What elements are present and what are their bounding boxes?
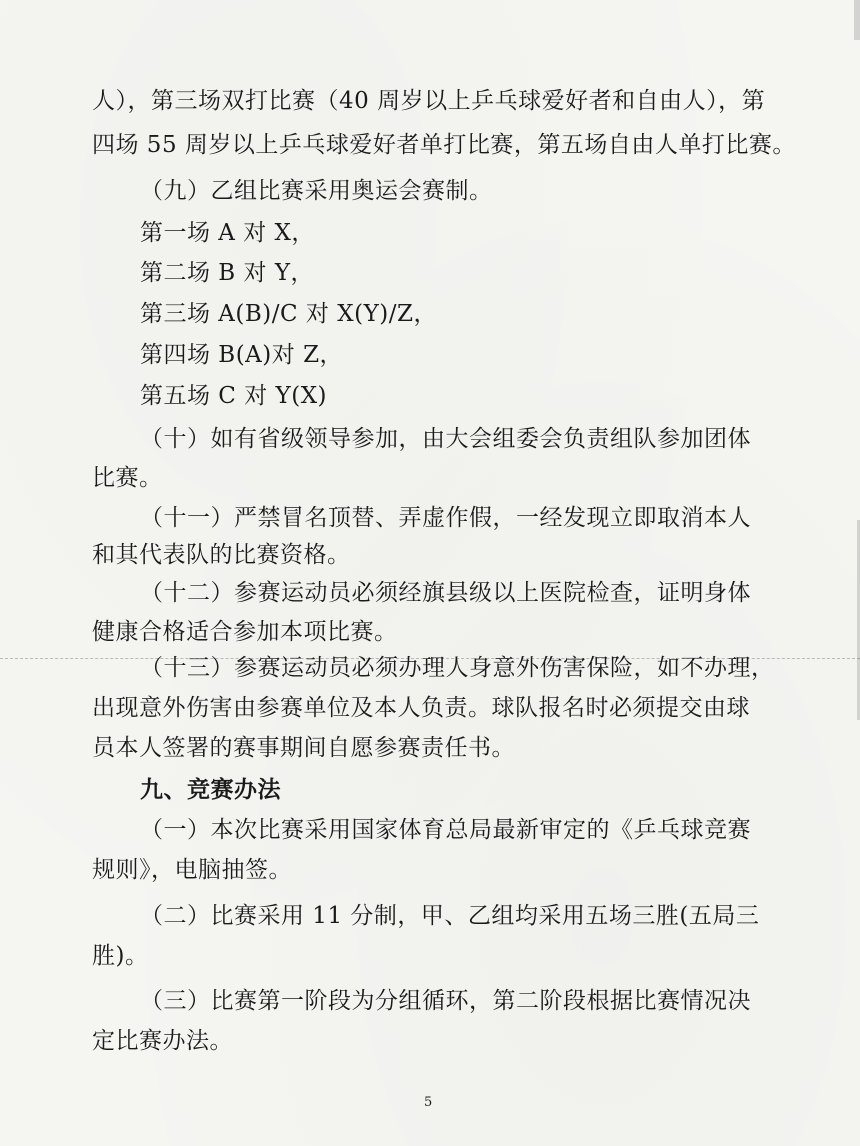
text-line: 四场 55 周岁以上乒乓球爱好者单打比赛，第五场自由人单打比赛。 — [92, 132, 796, 158]
text-line: 第三场 A(B)/C 对 X(Y)/Z， — [140, 301, 437, 327]
text-line: （十）如有省级领导参加，由大会组委会负责组队参加团体 — [140, 426, 751, 452]
text-line: 人），第三场双打比赛（40 周岁以上乒乓球爱好者和自由人），第 — [92, 88, 766, 114]
text-line: 第二场 B 对 Y， — [140, 260, 315, 286]
text-line: （十二）参赛运动员必须经旗县级以上医院检查，证明身体 — [140, 580, 751, 606]
text-line: 出现意外伤害由参赛单位及本人负责。球队报名时必须提交由球 — [92, 695, 750, 721]
text-line: 健康合格适合参加本项比赛。 — [92, 619, 398, 645]
section-heading: 九、竞赛办法 — [140, 777, 281, 803]
text-line: 和其代表队的比赛资格。 — [92, 542, 351, 568]
text-line: 第四场 B(A)对 Z， — [140, 342, 344, 368]
text-line: （十一）严禁冒名顶替、弄虚作假，一经发现立即取消本人 — [140, 505, 751, 531]
text-line: 定比赛办法。 — [92, 1028, 233, 1054]
text-line: 第一场 A 对 X， — [140, 220, 315, 246]
scan-edge-mark — [854, 0, 860, 40]
text-line: （二）比赛采用 11 分制，甲、乙组均采用五场三胜(五局三 — [140, 903, 760, 929]
page-number: 5 — [424, 1095, 433, 1110]
text-line: （十三）参赛运动员必须办理人身意外伤害保险，如不办理， — [140, 655, 775, 681]
text-line: （一）本次比赛采用国家体育总局最新审定的《乒乓球竞赛 — [140, 817, 751, 843]
text-line: （九）乙组比赛采用奥运会赛制。 — [140, 178, 493, 204]
text-line: （三）比赛第一阶段为分组循环，第二阶段根据比赛情况决 — [140, 988, 751, 1014]
text-line: 员本人签署的赛事期间自愿参赛责任书。 — [92, 735, 515, 761]
text-line: 比赛。 — [92, 465, 163, 491]
text-line: 第五场 C 对 Y(X) — [140, 383, 328, 409]
text-line: 胜)。 — [92, 943, 149, 969]
text-line: 规则》，电脑抽签。 — [92, 857, 292, 883]
